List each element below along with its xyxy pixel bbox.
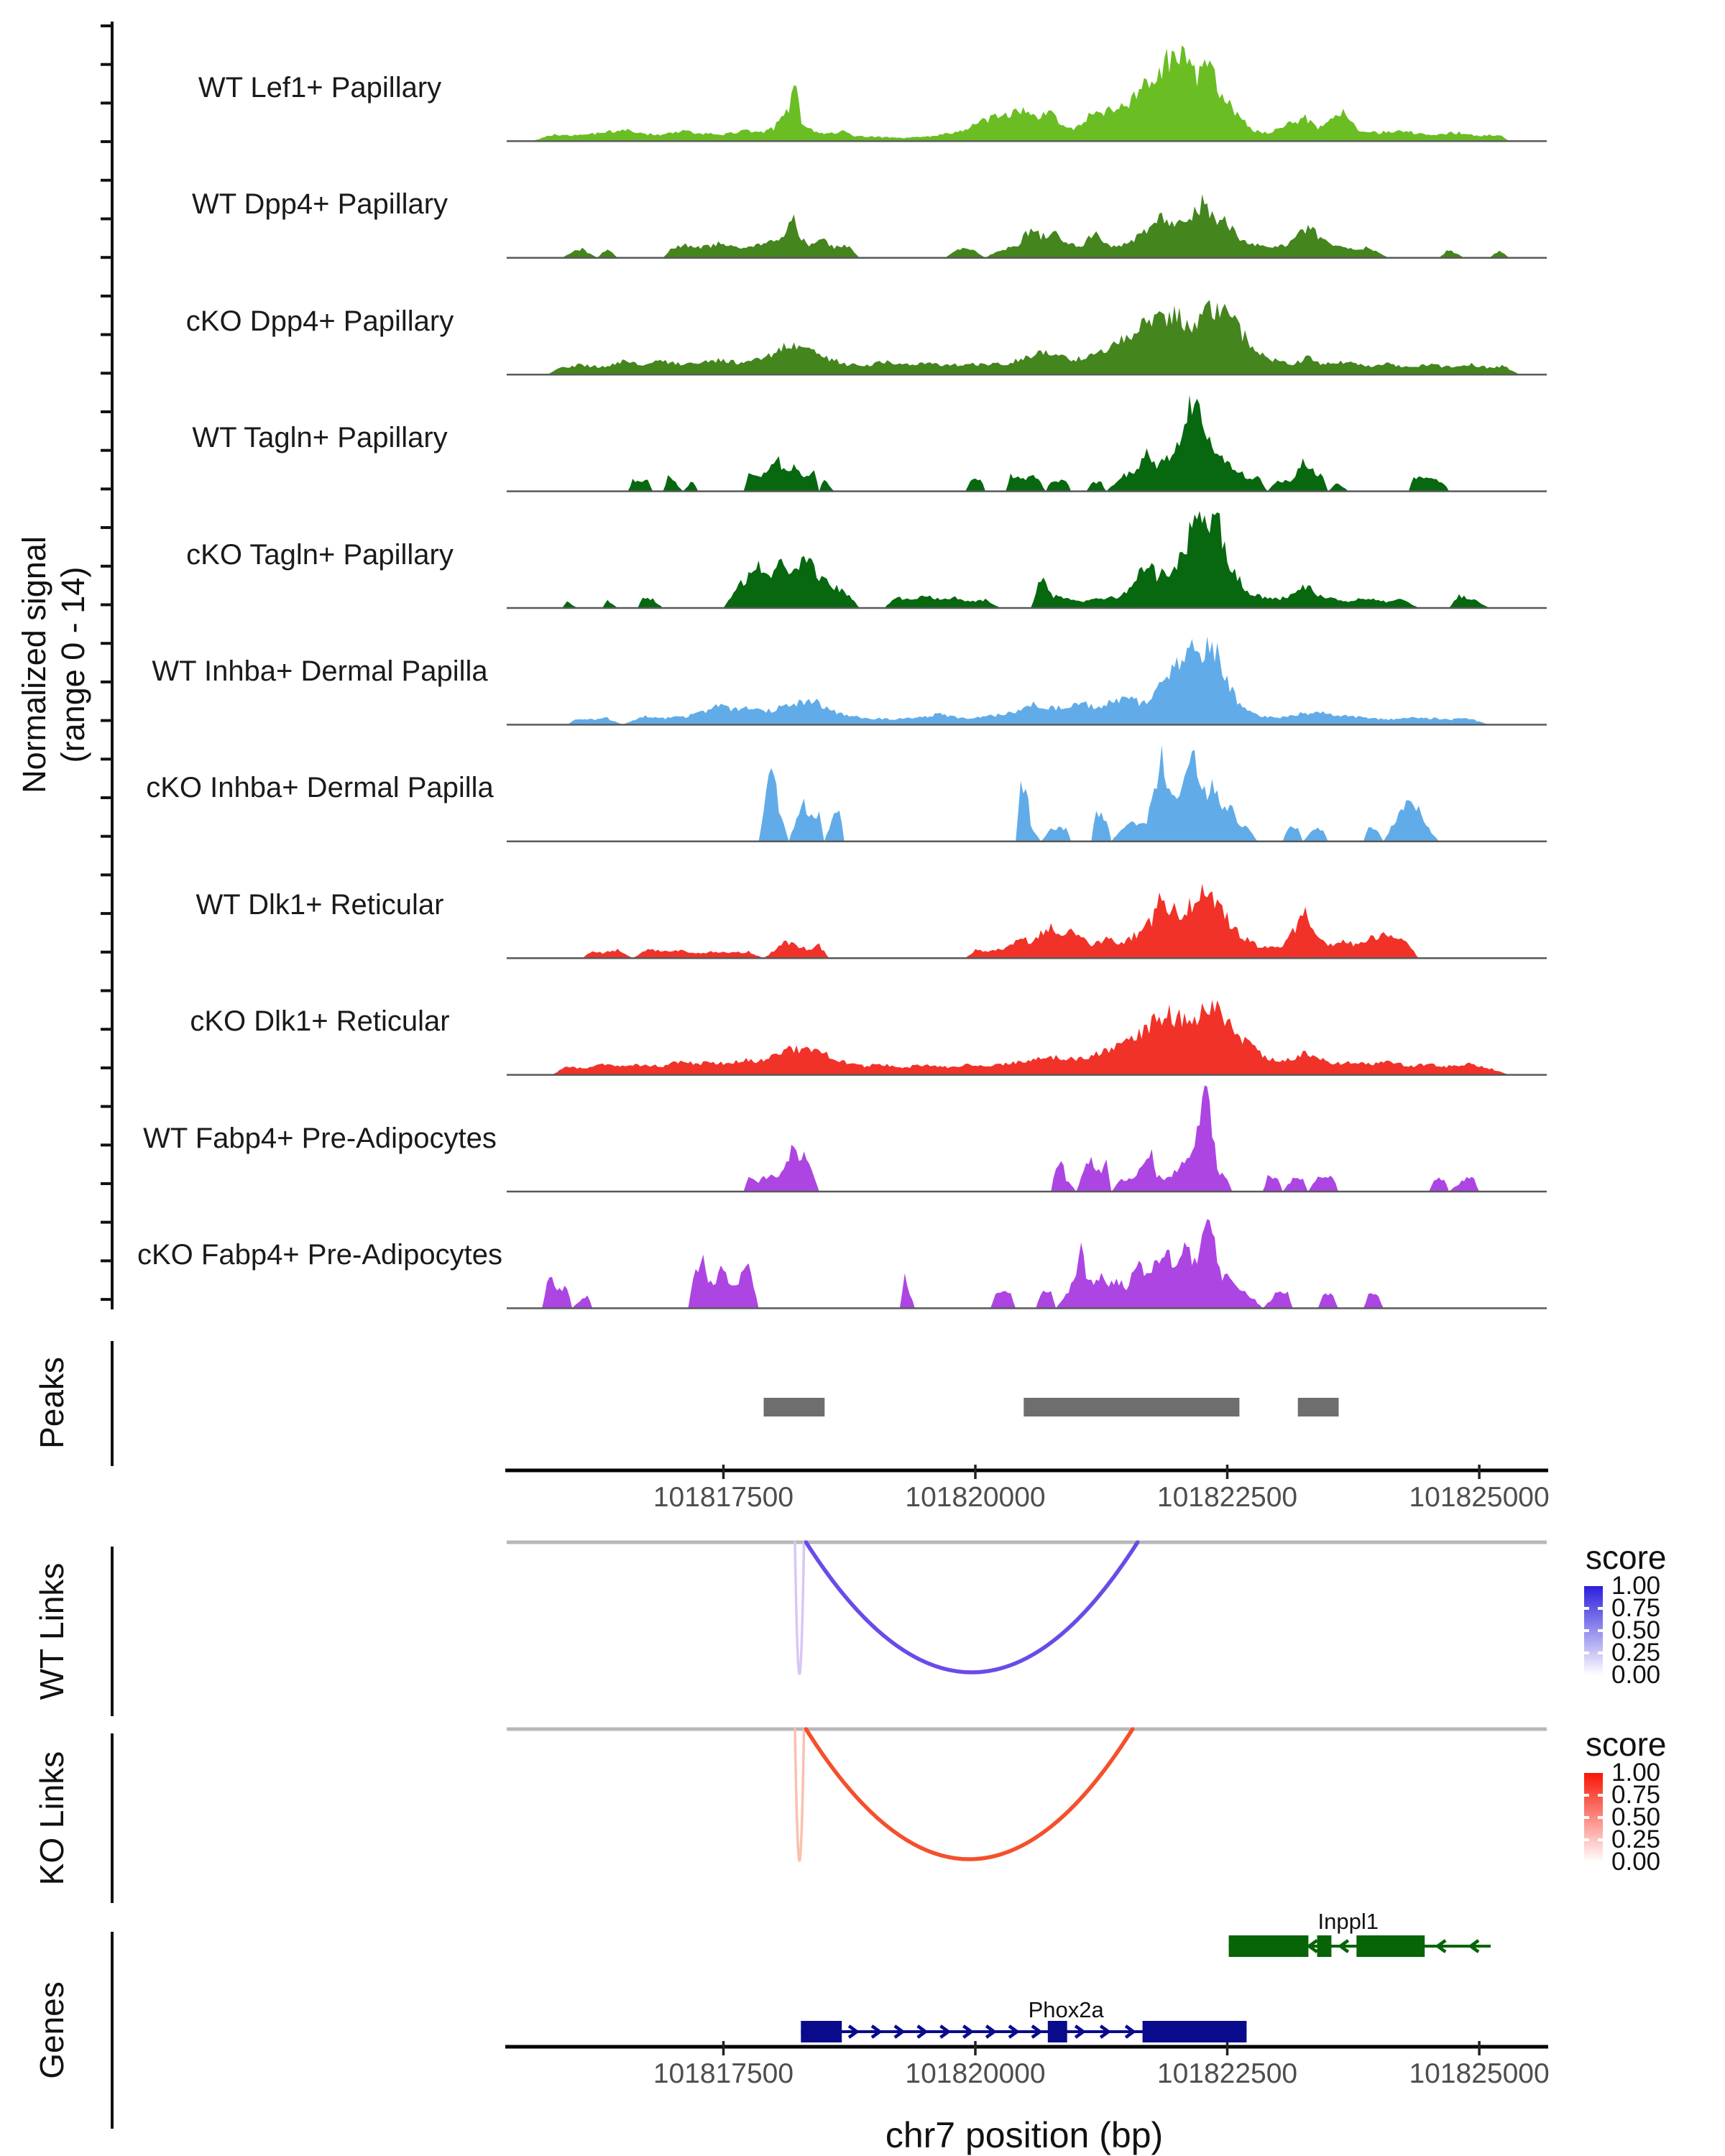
y-axis-label bbox=[15, 536, 93, 793]
gene-label: Inppl1 bbox=[1317, 1909, 1379, 1934]
y-axis-label-line1: Normalized signal bbox=[16, 536, 52, 793]
genome-axis-tick-label: 101822500 bbox=[1156, 2058, 1298, 2089]
track-label: cKO Tagln+ Papillary bbox=[186, 538, 454, 571]
track-label: WT Dlk1+ Reticular bbox=[196, 888, 444, 921]
score-legend-tick-label: 0.00 bbox=[1611, 1848, 1661, 1876]
score-legend-tick-label: 0.25 bbox=[1611, 1825, 1661, 1853]
peaks-section-label: Peaks bbox=[33, 1357, 70, 1449]
wt-links-section-label: WT Links bbox=[33, 1562, 70, 1700]
track-label: cKO Inhba+ Dermal Papilla bbox=[146, 772, 494, 804]
ko-score-legend-title: score bbox=[1586, 1726, 1667, 1763]
track-label: WT Tagln+ Papillary bbox=[192, 422, 448, 454]
track-label: WT Dpp4+ Papillary bbox=[191, 188, 448, 221]
gene-label: Phox2a bbox=[1028, 1997, 1104, 2022]
track-label: cKO Dlk1+ Reticular bbox=[190, 1005, 450, 1038]
wt-score-legend-title: score bbox=[1586, 1539, 1667, 1576]
track-label: WT Inhba+ Dermal Papilla bbox=[152, 655, 488, 687]
score-legend-tick-label: 0.75 bbox=[1611, 1594, 1661, 1622]
genome-axis-tick-label: 101820000 bbox=[905, 2058, 1046, 2089]
score-legend-tick-label: 0.25 bbox=[1611, 1639, 1661, 1667]
genome-axis-tick-label: 101820000 bbox=[905, 1482, 1046, 1513]
genome-axis-tick-label: 101825000 bbox=[1409, 1482, 1550, 1513]
genome-axis-tick-label: 101817500 bbox=[653, 1482, 794, 1513]
track-label: cKO Fabp4+ Pre-Adipocytes bbox=[137, 1239, 503, 1271]
ko-links-section-label: KO Links bbox=[33, 1751, 70, 1886]
score-legend-tick-label: 1.00 bbox=[1611, 1572, 1661, 1600]
score-legend-tick-label: 1.00 bbox=[1611, 1759, 1661, 1787]
genes-section-label: Genes bbox=[33, 1981, 70, 2079]
genome-axis-tick-label: 101822500 bbox=[1156, 1482, 1298, 1513]
genome-axis-tick-label: 101817500 bbox=[653, 2058, 794, 2089]
x-axis-title: chr7 position (bp) bbox=[885, 2115, 1164, 2155]
track-label: cKO Dpp4+ Papillary bbox=[185, 305, 454, 337]
score-legend-tick-label: 0.75 bbox=[1611, 1781, 1661, 1809]
score-legend-tick-label: 0.50 bbox=[1611, 1616, 1661, 1644]
score-legend-tick-label: 0.50 bbox=[1611, 1803, 1661, 1831]
track-label: WT Fabp4+ Pre-Adipocytes bbox=[143, 1122, 497, 1154]
genome-axis-tick-label: 101825000 bbox=[1409, 2058, 1550, 2089]
y-axis-label-line2: (range 0 - 14) bbox=[55, 566, 91, 763]
track-label: WT Lef1+ Papillary bbox=[198, 72, 442, 103]
score-legend-tick-label: 0.00 bbox=[1611, 1661, 1661, 1689]
